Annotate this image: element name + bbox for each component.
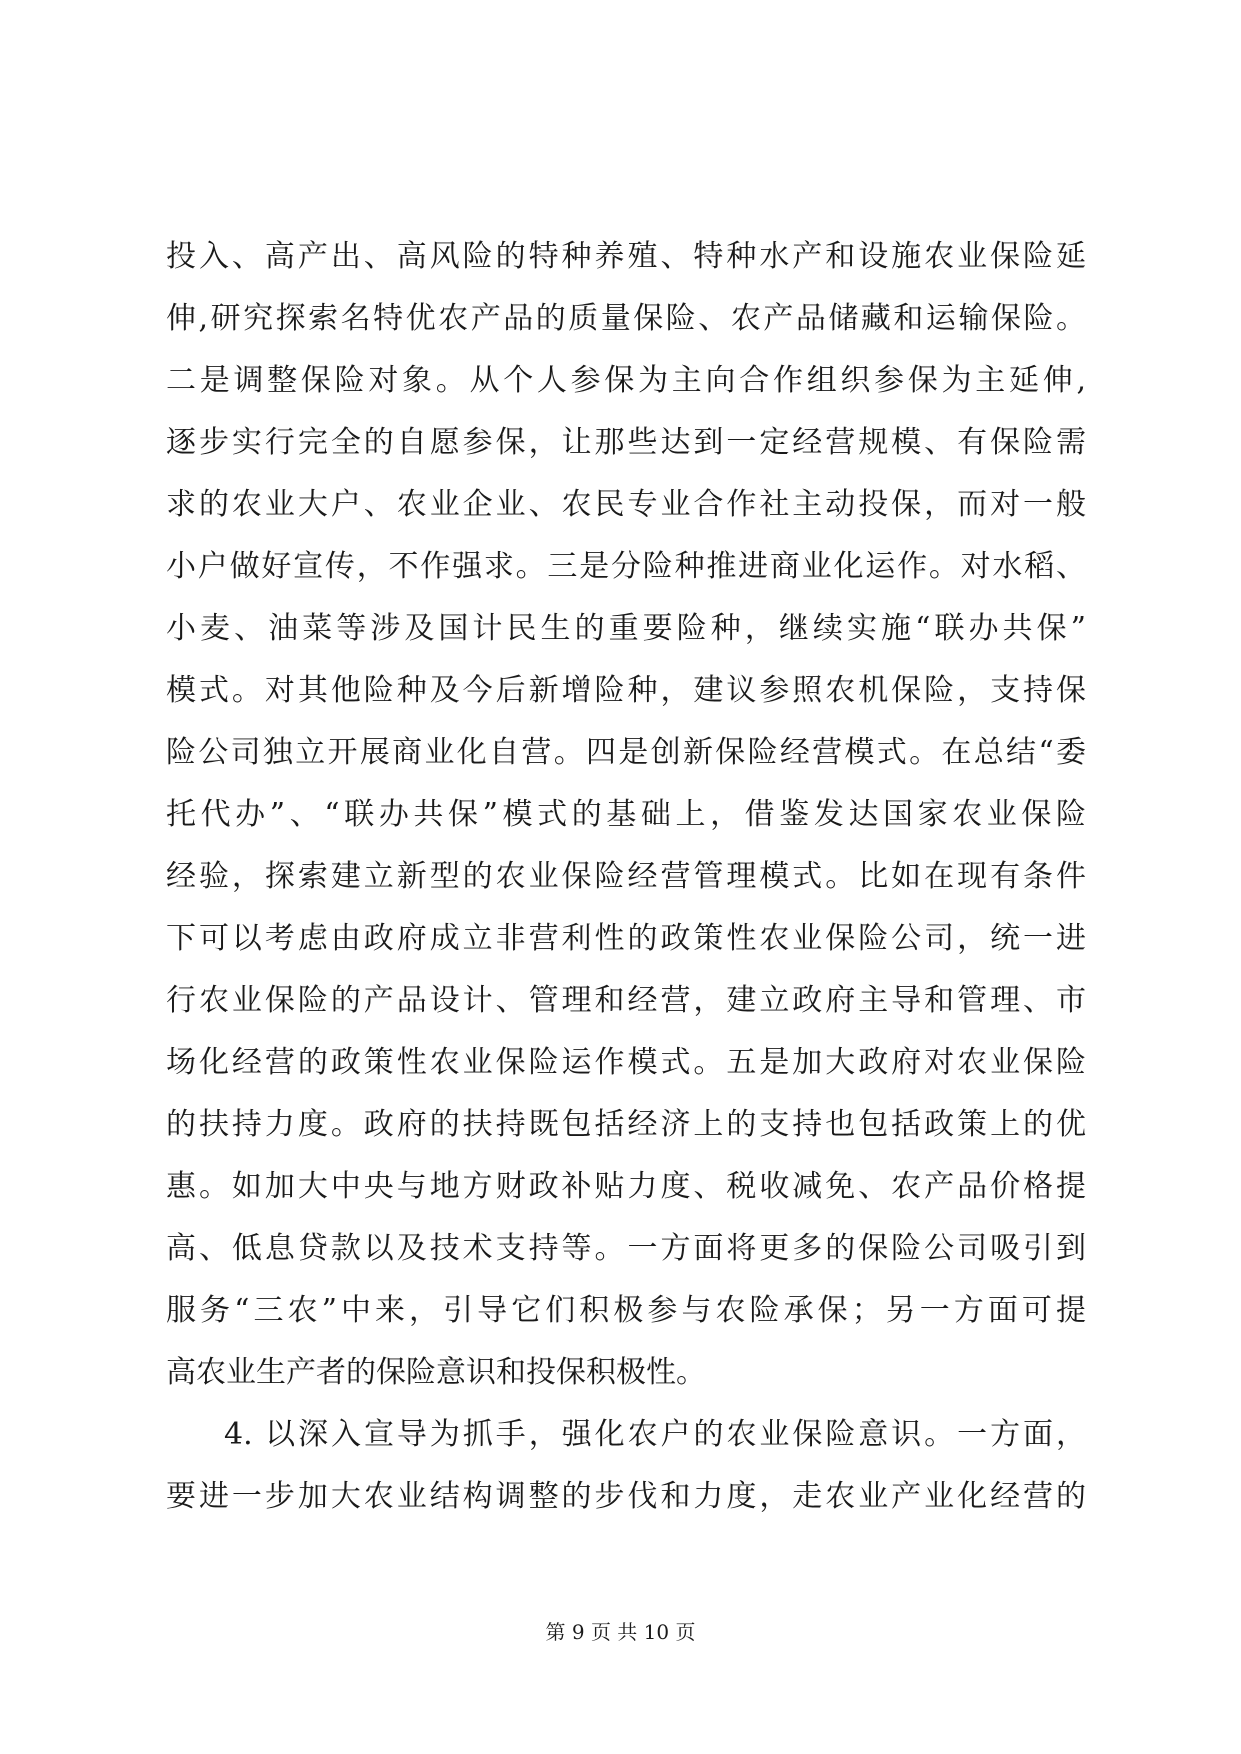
- text-line: 经验，探索建立新型的农业保险经营管理模式。比如在现有条件: [166, 859, 1086, 894]
- text-line: 服务“三农”中来，引导它们积极参与农险承保；另一方面可提: [166, 1293, 1086, 1328]
- text-line: 二是调整保险对象。从个人参保为主向合作组织参保为主延伸,: [166, 363, 1086, 398]
- text-line: 要进一步加大农业结构调整的步伐和力度，走农业产业化经营的: [166, 1479, 1086, 1514]
- text-line: 惠。如加大中央与地方财政补贴力度、税收减免、农产品价格提: [166, 1169, 1086, 1204]
- text-line: 场化经营的政策性农业保险运作模式。五是加大政府对农业保险: [166, 1045, 1086, 1080]
- text-line: 小户做好宣传，不作强求。三是分险种推进商业化运作。对水稻、: [166, 549, 1086, 584]
- text-line: 伸,研究探索名特优农产品的质量保险、农产品储藏和运输保险。: [166, 301, 1086, 336]
- text-line: 小麦、油菜等涉及国计民生的重要险种，继续实施“联办共保”: [166, 611, 1086, 646]
- text-line: 的扶持力度。政府的扶持既包括经济上的支持也包括政策上的优: [166, 1107, 1086, 1142]
- text-line: 模式。对其他险种及今后新增险种，建议参照农机保险，支持保: [166, 673, 1086, 708]
- text-line: 投入、高产出、高风险的特种养殖、特种水产和设施农业保险延: [166, 239, 1086, 274]
- text-line: 托代办”、“联办共保”模式的基础上，借鉴发达国家农业保险: [166, 797, 1086, 832]
- text-line: 求的农业大户、农业企业、农民专业合作社主动投保，而对一般: [166, 487, 1086, 522]
- body-text: [166, 226, 1086, 1528]
- text-line: 险公司独立开展商业化自营。四是创新保险经营模式。在总结“委: [166, 735, 1086, 770]
- text-line: 下可以考虑由政府成立非营利性的政策性农业保险公司，统一进: [166, 921, 1086, 956]
- text-line: 4. 以深入宣导为抓手，强化农户的农业保险意识。一方面，: [224, 1417, 1086, 1452]
- page-footer: 第 9 页 共 10 页: [545, 1620, 696, 1644]
- text-line: 高、低息贷款以及技术支持等。一方面将更多的保险公司吸引到: [166, 1231, 1086, 1266]
- text-line: 逐步实行完全的自愿参保，让那些达到一定经营规模、有保险需: [166, 425, 1086, 460]
- text-line: 行农业保险的产品设计、管理和经营，建立政府主导和管理、市: [166, 983, 1086, 1018]
- text-line: 高农业生产者的保险意识和投保积极性。: [166, 1355, 706, 1390]
